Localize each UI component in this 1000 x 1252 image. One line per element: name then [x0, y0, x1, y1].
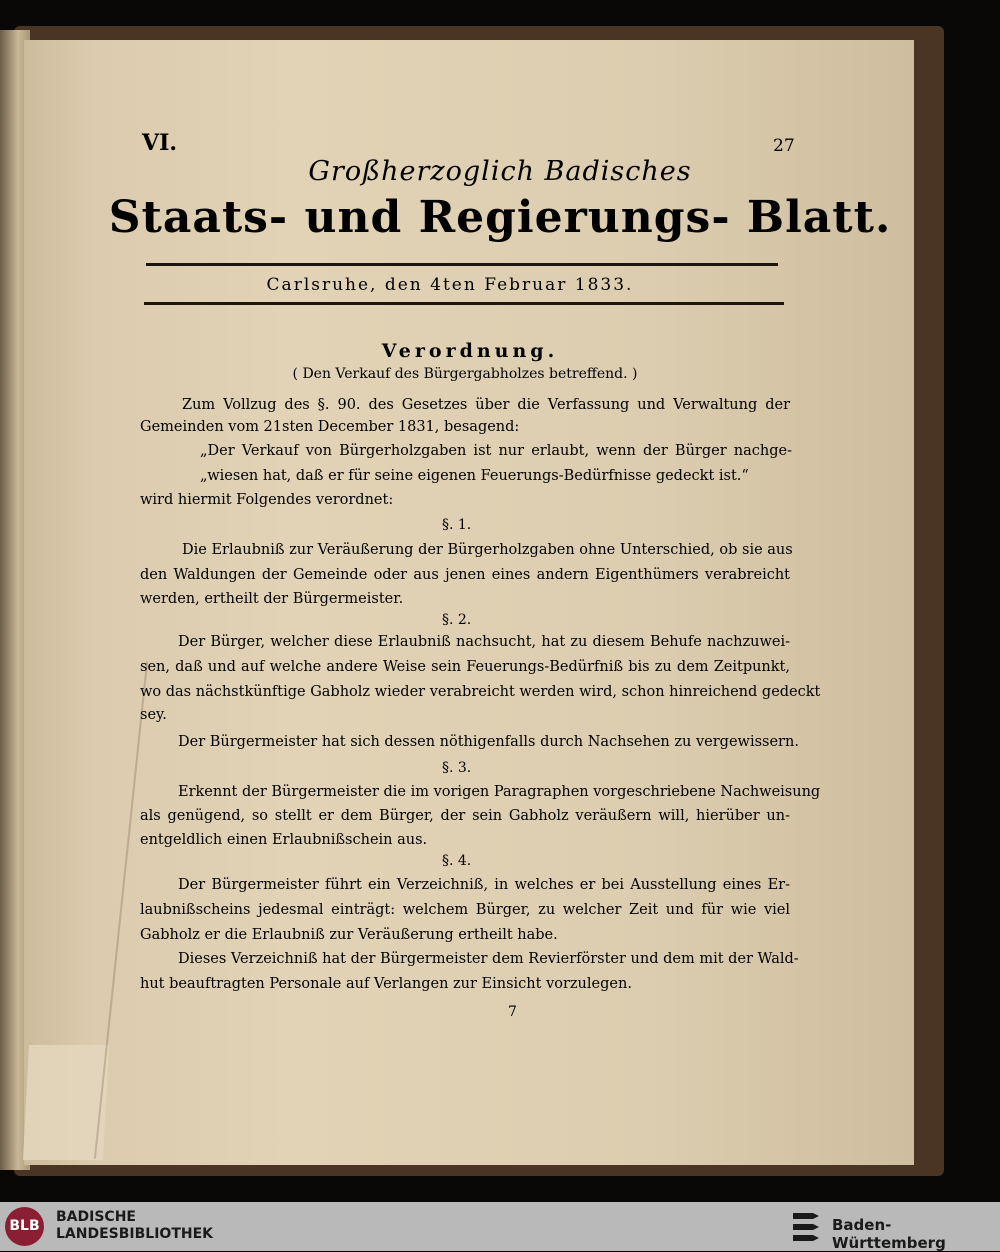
section-label: §. 1.	[442, 517, 472, 533]
text-line: sen, daß und auf welche andere Weise sein Feuerungs-Bedürfniß bis zu dem Zeitpunkt,	[140, 659, 790, 675]
text-line: laubnißscheins jedesmal einträgt: welchem Bürger, zu welcher Zeit und für wie viel	[140, 902, 790, 918]
blb-logo[interactable]: BLB	[5, 1207, 44, 1246]
text-line: Gemeinden vom 21sten December 1831, besagend:	[140, 419, 520, 435]
text-line: den Waldungen der Gemeinde oder aus jenen eines andern Eigenthümers verabreicht	[140, 567, 790, 583]
baden-wuerttemberg-label[interactable]: Baden-Württemberg	[832, 1216, 946, 1252]
section-label: §. 3.	[442, 760, 472, 776]
section-label: §. 4.	[442, 853, 472, 869]
text-line: sey.	[140, 707, 167, 723]
text-line: Die Erlaubniß zur Veräußerung der Bürgerholzgaben ohne Unterschied, ob sie aus	[182, 542, 793, 558]
dateline: Carlsruhe, den 4ten Februar 1833.	[266, 275, 634, 295]
ordinance-subheading: ( Den Verkauf des Bürgergabholzes betreffend. )	[292, 366, 638, 382]
text-line: Erkennt der Bürgermeister die im vorigen Paragraphen vorgeschriebene Nachweisung	[178, 784, 821, 800]
signature-mark: 7	[508, 1004, 517, 1020]
three-lions-icon	[789, 1209, 823, 1245]
text-line: „wiesen hat, daß er für seine eigenen Feuerungs-Bedürfnisse gedeckt ist.“	[200, 468, 749, 484]
blb-wordmark[interactable]	[56, 1209, 213, 1243]
ordinance-heading: Verordnung.	[381, 340, 559, 362]
text-line: Dieses Verzeichniß hat der Bürgermeister dem Revierförster und dem mit der Wald-	[178, 951, 799, 967]
text-line: entgeldlich einen Erlaubnißschein aus.	[140, 832, 428, 848]
text-line: werden, ertheilt der Bürgermeister.	[140, 591, 404, 607]
text-line: Der Bürger, welcher diese Erlaubniß nachsucht, hat zu diesem Behufe nachzuwei-	[178, 634, 790, 650]
volume-number: VI.	[142, 130, 178, 156]
footer-bar	[0, 1202, 1000, 1251]
text-line: als genügend, so stellt er dem Bürger, der sein Gabholz veräußern will, hierüber un-	[140, 808, 790, 824]
text-line: Zum Vollzug des §. 90. des Gesetzes über die Verfassung und Verwaltung der	[182, 397, 790, 413]
text-line: wird hiermit Folgendes verordnet:	[140, 492, 394, 508]
title-rule-top	[146, 263, 778, 266]
title-rule-bottom	[144, 302, 784, 305]
text-line: wo das nächstkünftige Gabholz wieder verabreicht werden wird, schon hinreichend gedeckt	[140, 684, 821, 700]
section-label: §. 2.	[442, 612, 472, 628]
text-line: Der Bürgermeister führt ein Verzeichniß, in welches er bei Ausstellung eines Er-	[178, 877, 790, 893]
blb-line-1: BADISCHE	[56, 1209, 136, 1225]
text-line: Der Bürgermeister hat sich dessen nöthigenfalls durch Nachsehen zu vergewissern.	[178, 734, 799, 750]
text-line: „Der Verkauf von Bürgerholzgaben ist nur erlaubt, wenn der Bürger nachge-	[200, 443, 792, 459]
gazette-title: Staats- und Regierungs- Blatt.	[108, 192, 892, 243]
text-line: Gabholz er die Erlaubniß zur Veräußerung ertheilt habe.	[140, 927, 558, 943]
blb-line-2: LANDESBIBLIOTHEK	[56, 1226, 214, 1242]
gazette-supertitle: Großherzoglich Badisches	[308, 156, 692, 187]
page-number: 27	[773, 136, 795, 156]
text-line: hut beauftragten Personale auf Verlangen zur Einsicht vorzulegen.	[140, 976, 632, 992]
